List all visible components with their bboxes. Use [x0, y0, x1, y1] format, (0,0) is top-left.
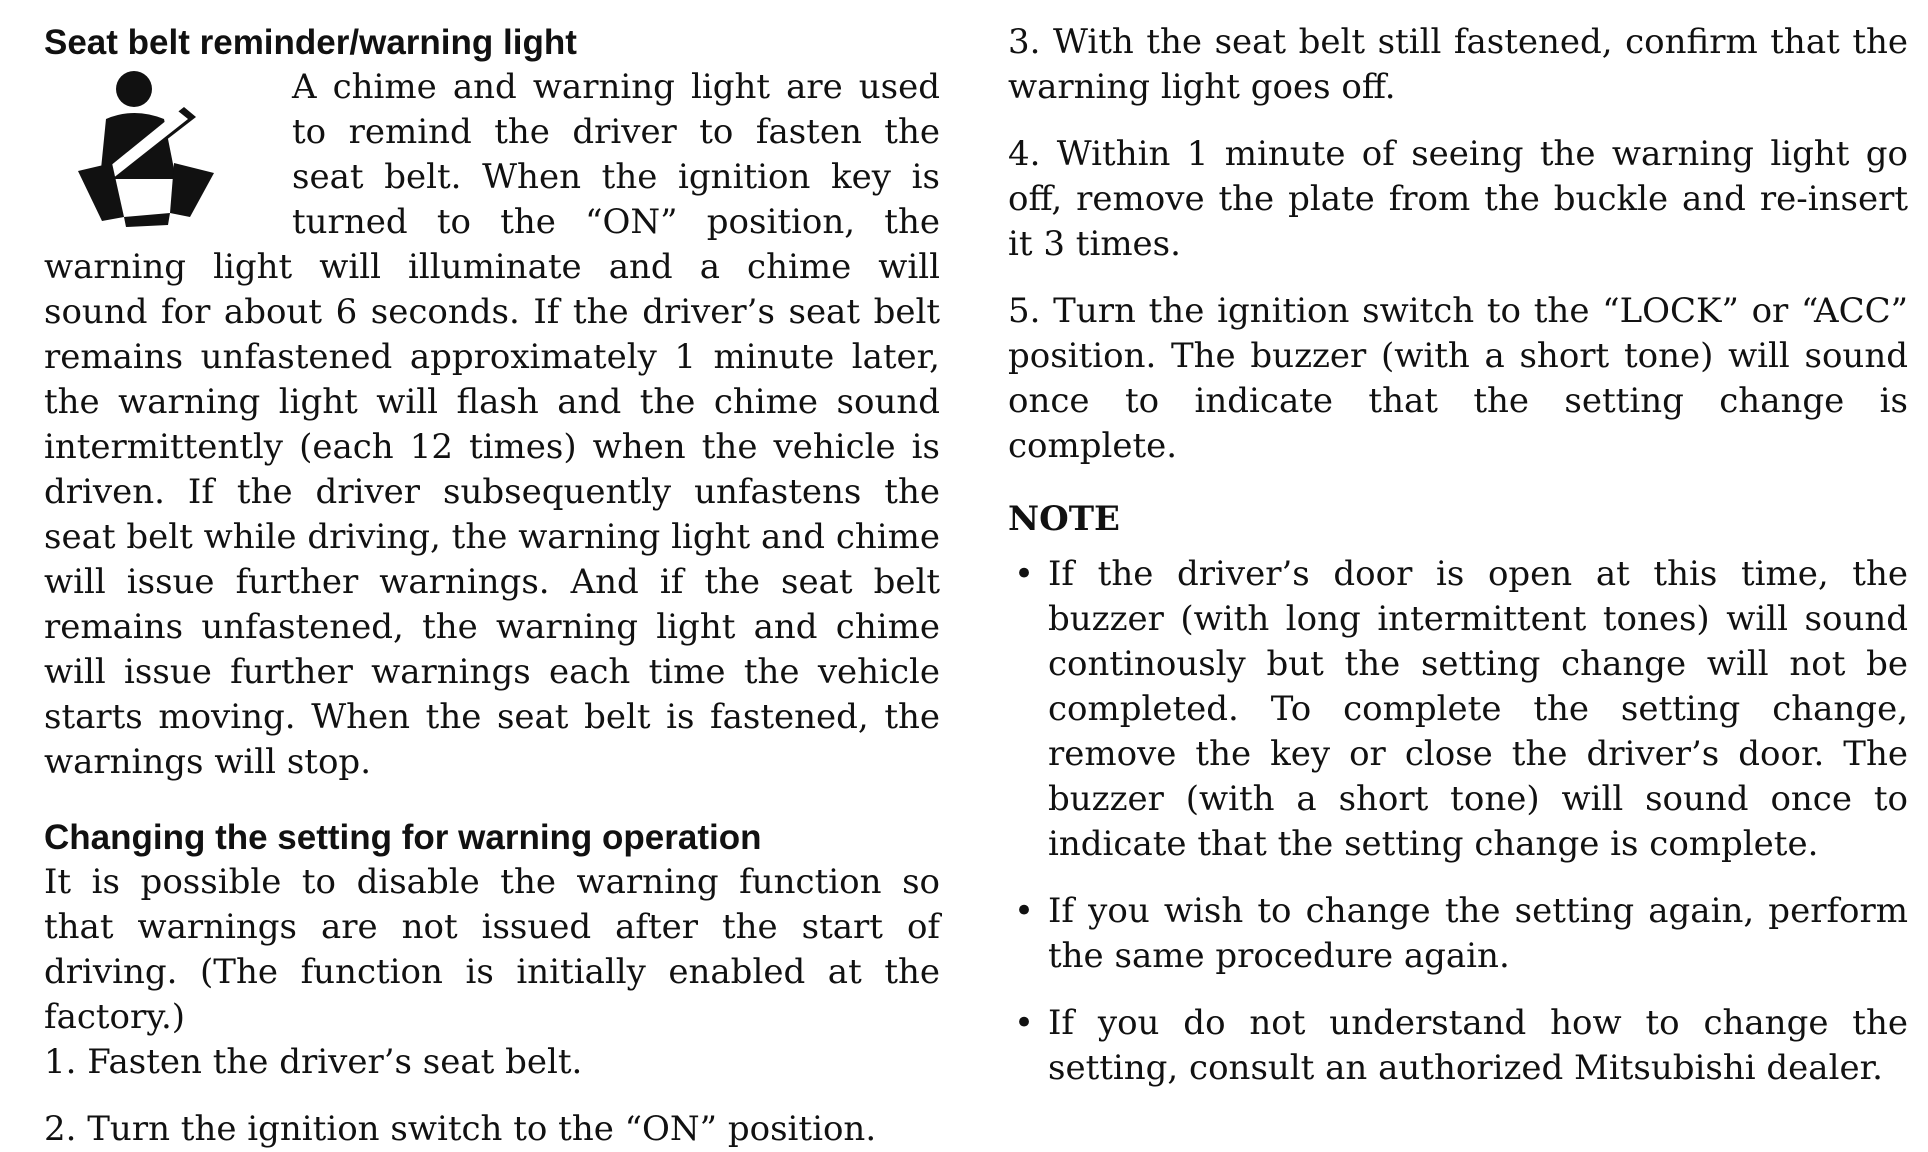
left-column — [44, 20, 940, 1152]
changing-setting-heading: Changing the setting for warning operation — [44, 818, 762, 857]
note-text: If you do not understand how to change the setting, consult an authorized Mitsubishi dealer. — [1048, 1003, 1908, 1088]
note-heading: NOTE — [1008, 499, 1120, 539]
bullet-icon: • — [1014, 891, 1035, 931]
seat-belt-heading: Seat belt reminder/warning light — [44, 23, 577, 62]
bullet-icon: • — [1014, 554, 1035, 594]
step-2: 2. Turn the ignition switch to the “ON” position. — [44, 1109, 877, 1149]
note-text: If the driver’s door is open at this time, the buzzer (with long intermittent tones) will sound continously but the setting change will not be completed. To complete the setting change, remove the key or close the driver’s door. The buzzer (with a short tone) will sound once to indicate that the setting change is complete. — [1048, 554, 1908, 864]
intro-paragraph: A chime and warning light are used to remind the driver to fasten the seat belt. When the ignition key is turned to the “ON” position, the warning light will illuminate and a chime will sound for about 6 seconds. If the driver’s seat belt remains unfastened approximately 1 minute later, the warning light will flash and the chime sound intermittently (each 12 times) when the vehicle is driven. If the driver subsequently unfastens the seat belt while driving, the warning light and chime will issue further warnings. And if the seat belt remains unfastened, the warning light and chime will issue further warnings each time the vehicle starts moving. When the seat belt is fastened, the warnings will stop. — [44, 67, 940, 782]
step-4: 4. Within 1 minute of seeing the warning light go off, remove the plate from the buckle and re-insert it 3 times. — [1008, 134, 1908, 264]
step-3: 3. With the seat belt still fastened, confirm that the warning light goes off. — [1008, 22, 1908, 107]
note-item — [1008, 1001, 1908, 1091]
right-column — [1008, 20, 1908, 1113]
note-item — [1008, 889, 1908, 979]
bullet-icon: • — [1014, 1003, 1035, 1043]
intro-block — [44, 65, 940, 785]
seat-belt-warning-icon — [72, 67, 222, 227]
step-5: 5. Turn the ignition switch to the “LOCK” or “ACC” position. The buzzer (with a short tone) will sound once to indicate that the setting change is complete. — [1008, 291, 1908, 466]
note-item — [1008, 552, 1908, 867]
setting-paragraph: It is possible to disable the warning function so that warnings are not issued after the start of driving. (The function is initially enabled at the factory.) — [44, 862, 940, 1037]
note-list — [1008, 552, 1908, 1091]
note-text: If you wish to change the setting again, perform the same procedure again. — [1048, 891, 1908, 976]
step-1: 1. Fasten the driver’s seat belt. — [44, 1042, 583, 1082]
